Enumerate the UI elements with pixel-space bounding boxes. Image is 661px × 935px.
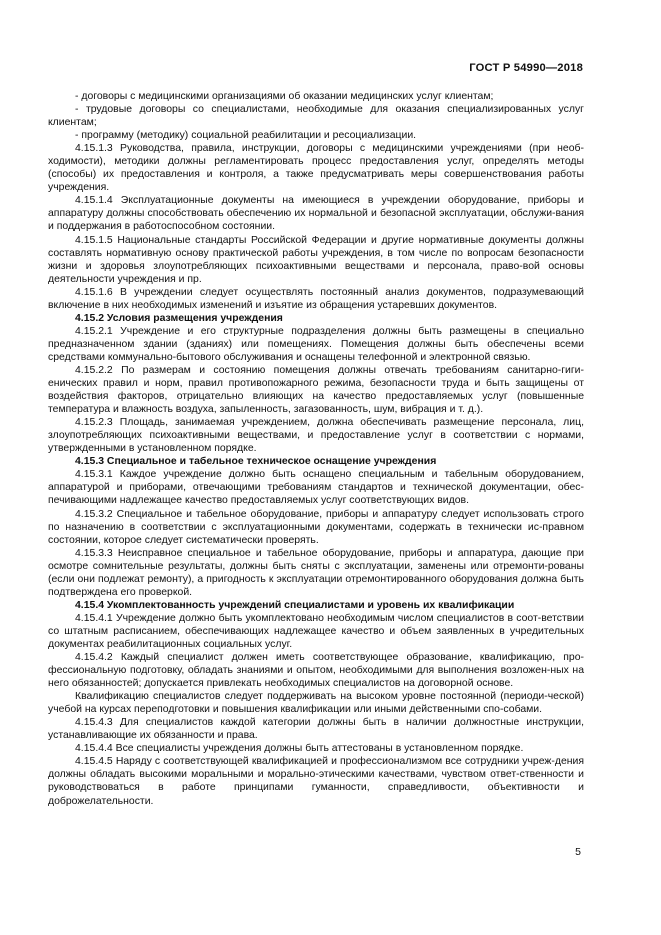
- paragraph: 4.15.4.1 Учреждение должно быть укомплектовано необходимым числом специалистов в соот-ветствии со штатным расписанием, обеспечивающих надлежащее качество и объем заявленных в учредительных документах реабилитационных социальных услуг.: [48, 612, 584, 650]
- paragraph: 4.15.2.3 Площадь, занимаемая учреждением, должна обеспечивать размещение персонала, лиц, злоупотребляющих психоактивными веществами, и предоставление услуг в соответствии с нормами, утвержденными в установленном порядке.: [48, 417, 584, 455]
- paragraph: - договоры с медицинскими организациями об оказании медицинских услуг клиентам;: [75, 91, 494, 102]
- paragraph: - трудовые договоры со специалистами, необходимые для оказания специализированных услуг клиентам;: [48, 104, 584, 129]
- paragraph: 4.15.1.3 Руководства, правила, инструкции, договоры с медицинскими учреждениями (при необ-ходимости), методики должны регламентировать процесс предоставления услуг, определять методы (способы) их предоставления и контроля, а также предусматривать меры совершенствования работы учреждения.: [48, 143, 584, 194]
- section-heading: 4.15.3 Специальное и табельное техническое оснащение учреждения: [75, 456, 437, 468]
- section-heading: 4.15.2 Условия размещения учреждения: [75, 312, 283, 324]
- paragraph: 4.15.4.3 Для специалистов каждой категории должны быть в наличии должностные инструкции, устанавливающие их обязанности и права.: [48, 717, 584, 742]
- paragraph: 4.15.4.2 Каждый специалист должен иметь соответствующее образование, квалификацию, про-фессиональную подготовку, обладать знаниями и опытом, необходимыми для выполнения возложен-ных на него обязанностей; допускается привлекать необходимых специалистов на договорной основе.: [48, 652, 584, 690]
- paragraph: Квалификацию специалистов следует поддерживать на высоком уровне постоянной (периоди-ческой) учебой на курсах переподготовки и повышения квалификации или иными действенными спо-собами.: [48, 691, 584, 716]
- paragraph: 4.15.3.2 Специальное и табельное оборудование, приборы и аппаратуру следует использовать строго по назначению в соответствии с эксплуатационными документами, содержать в технически ис-правном состоянии, которое следует систематически проверять.: [48, 508, 584, 546]
- page-number: 5: [575, 846, 581, 858]
- paragraph: 4.15.1.5 Национальные стандарты Российской Федерации и другие нормативные документы должны составлять нормативную основу практической работы учреждения, в том числе по вопросам безопасности жизни и здоровья злоупотребляющих психоактивными веществами и персонала, право-вой основы деятельности учреждения и пр.: [48, 234, 584, 285]
- paragraph: 4.15.1.4 Эксплуатационные документы на имеющиеся в учреждении оборудование, приборы и аппаратуру должны способствовать обеспечению их нормальной и безопасной эксплуатации, обслужи-вания и поддержания в работоспособном состоянии.: [48, 195, 584, 233]
- paragraph: - программу (методику) социальной реабилитации и ресоциализации.: [75, 130, 417, 142]
- section-heading: 4.15.4 Укомплектованность учреждений специалистами и уровень их квалификации: [75, 599, 515, 611]
- paragraph: 4.15.3.1 Каждое учреждение должно быть оснащено специальным и табельным оборудованием, аппаратурой и приборами, отвечающими требованиям стандартов и технической документации, обес-печивающими надлежащее качество предоставляемых услуг соответствующих видов.: [48, 469, 584, 507]
- paragraph: 4.15.2.2 По размерам и состоянию помещения должны отвечать требованиям санитарно-гиги-енических правил и норм, правил противопожарного режима, безопасности труда и быть защищены от воздействия факторов, отрицательно влияющих на качество предоставляемых услуг (повышенные температура и влажность воздуха, запыленность, загазованность, шум, вибрация и т. д.).: [48, 364, 584, 416]
- paragraph: 4.15.4.4 Все специалисты учреждения должны быть аттестованы в установленном порядке.: [75, 743, 524, 755]
- paragraph: 4.15.3.3 Неисправное специальное и табельное оборудование, приборы и аппаратура, дающие при осмотре сомнительные результаты, должны быть сняты с эксплуатации, заменены или отремонти-рованы (если они подлежат ремонту), а пригодность к эксплуатации отремонтированного оборудования должна быть подтверждена его проверкой.: [48, 547, 584, 598]
- paragraph: 4.15.1.6 В учреждении следует осуществлять постоянный анализ документов, подразумевающий включение в них необходимых изменений и изъятие из обращения устаревших документов.: [48, 286, 584, 311]
- paragraph: 4.15.4.5 Наряду с соответствующей квалификацией и профессионализмом все сотрудники учреж-дения должны обладать высокими моральными и морально-этическими качествами, чувством ответ-ственности и руководствоваться в работе принципами гуманности, справедливости, объективности и доброжелательности.: [48, 756, 584, 807]
- paragraph: 4.15.2.1 Учреждение и его структурные подразделения должны быть размещены в специально предназначенном здании (зданиях) или помещениях. Помещения должны быть обеспечены всеми средствами коммунально-бытового обслуживания и оснащены телефонной и электронной связью.: [48, 325, 584, 363]
- document-header: ГОСТ Р 54990—2018: [469, 62, 583, 74]
- document-body: [48, 90, 584, 808]
